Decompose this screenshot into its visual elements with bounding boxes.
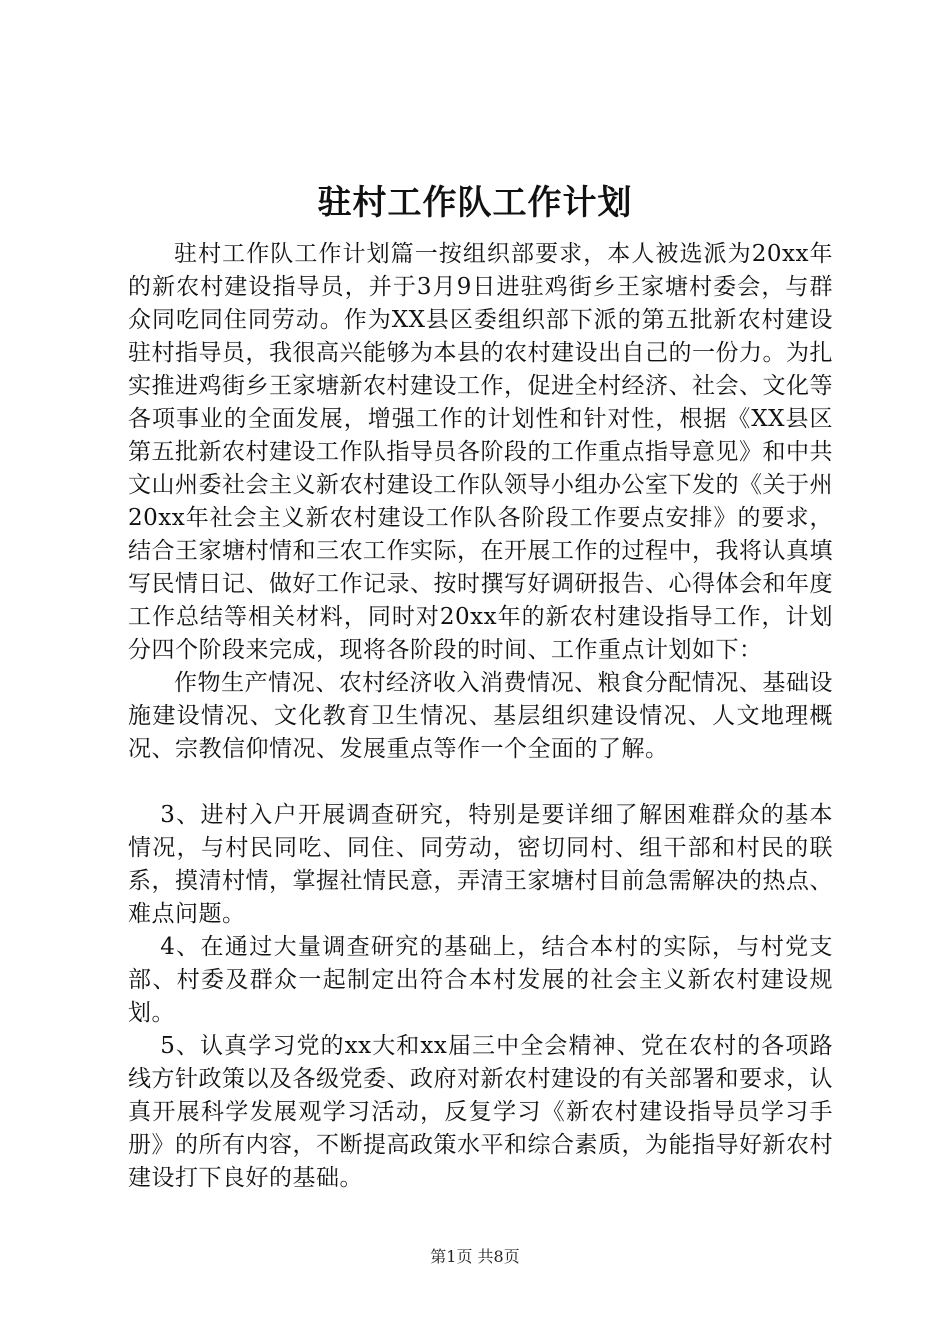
- document-title: 驻村工作队工作计划: [317, 183, 633, 223]
- paragraph-item-4: 4、在通过大量调查研究的基础上，结合本村的实际，与村党支部、村委及群众一起制定出符合本村发展的社会主义新农村建设规划。: [128, 934, 833, 1026]
- paragraph-gap: [128, 766, 833, 799]
- paragraph-item-5: 5、认真学习党的xx大和xx届三中全会精神、党在农村的各项路线方针政策以及各级党委、政府对新农村建设的有关部署和要求，认真开展科学发展观学习活动，反复学习《新农村建设指导员学习手册》的所有内容，不断提高政策水平和综合素质，为能指导好新农村建设打下良好的基础。: [128, 1033, 833, 1191]
- paragraph-survey-items: 作物生产情况、农村经济收入消费情况、粮食分配情况、基础设施建设情况、文化教育卫生情况、基层组织建设情况、人文地理概况、宗教信仰情况、发展重点等作一个全面的了解。: [128, 670, 833, 762]
- page-footer: 第1页 共8页: [430, 1247, 520, 1266]
- document-body: [128, 238, 833, 1195]
- paragraph-intro: 驻村工作队工作计划篇一按组织部要求，本人被选派为20xx年的新农村建设指导员，并于3月9日进驻鸡街乡王家塘村委会，与群众同吃同住同劳动。作为XX县区委组织部下派的第五批新农村建设驻村指导员，我很高兴能够为本县的农村建设出自己的一份力。为扎实推进鸡街乡王家塘新农村建设工作，促进全村经济、社会、文化等各项事业的全面发展，增强工作的计划性和针对性，根据《XX县区第五批新农村建设工作队指导员各阶段的工作重点指导意见》和中共文山州委社会主义新农村建设工作队领导小组办公室下发的《关于州20xx年社会主义新农村建设工作队各阶段工作要点安排》的要求，结合王家塘村情和三农工作实际，在开展工作的过程中，我将认真填写民情日记、做好工作记录、按时撰写好调研报告、心得体会和年度工作总结等相关材料，同时对20xx年的新农村建设指导工作，计划分四个阶段来完成，现将各阶段的时间、工作重点计划如下：: [128, 241, 833, 663]
- paragraph-item-3: 3、进村入户开展调查研究，特别是要详细了解困难群众的基本情况，与村民同吃、同住、同劳动，密切同村、组干部和村民的联系，摸清村情，掌握社情民意，弄清王家塘村目前急需解决的热点、难点问题。: [128, 802, 833, 927]
